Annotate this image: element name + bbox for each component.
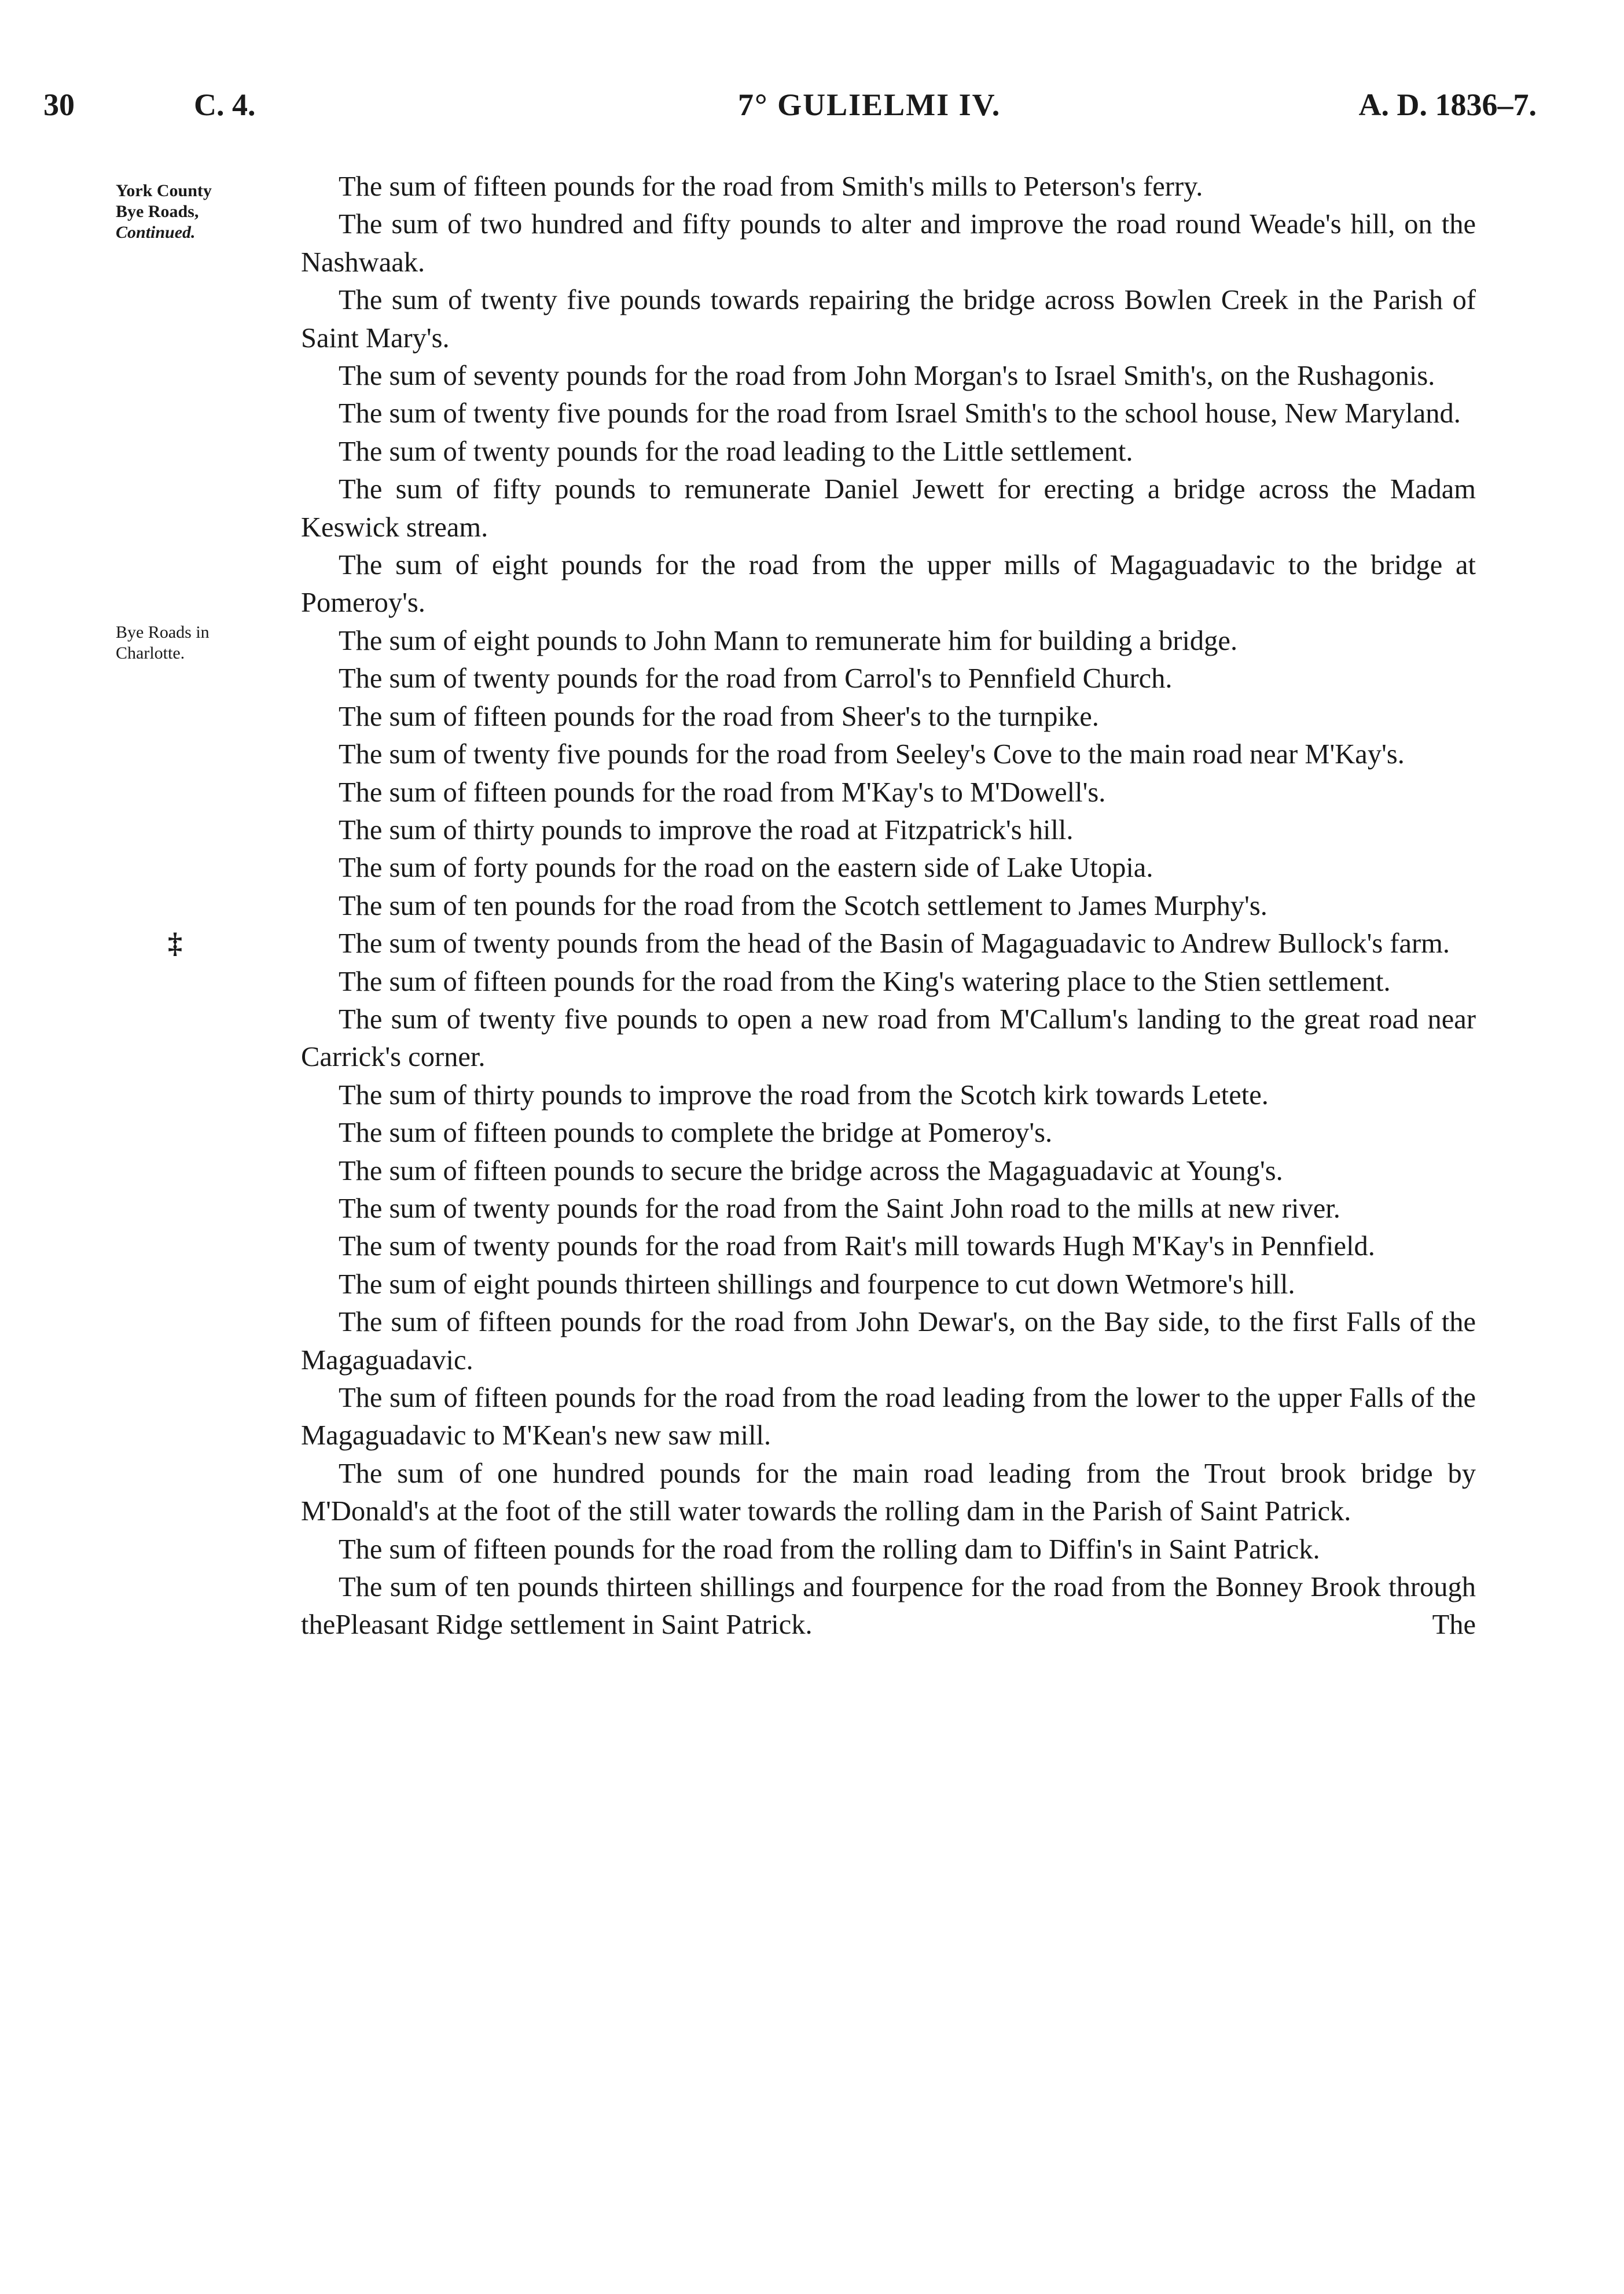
margin-note-line: Charlotte. (116, 644, 185, 663)
paragraph: The sum of fifteen pounds for the road from the King's watering place to the Stien settlement. (339, 966, 1391, 997)
paragraph: The sum of thirty pounds to improve the road from the Scotch kirk towards Letete. (339, 1079, 1269, 1111)
paragraph: The sum of twenty pounds for the road leading to the Little settlement. (339, 436, 1133, 467)
paragraph: The sum of fifteen pounds to secure the bridge across the Magaguadavic at Young's. (339, 1155, 1283, 1186)
paragraph: The sum of twenty pounds for the road from Rait's mill towards Hugh M'Kay's in Pennfield. (339, 1231, 1375, 1262)
paragraph: The sum of one hundred pounds for the main road leading from the Trout brook bridge by M'Donald's at the foot of the still water towards the rolling dam in the Parish of Saint Patrick. (301, 1458, 1476, 1527)
paragraph: The sum of seventy pounds for the road from John Morgan's to Israel Smith's, on the Rushagonis. (339, 361, 1435, 392)
paragraph: The sum of twenty five pounds to open a new road from M'Callum's landing to the great road near Carrick's corner. (301, 1003, 1476, 1073)
margin-note-line: Continued. (116, 223, 196, 242)
paragraph: The sum of ten pounds for the road from the Scotch settlement to James Murphy's. (339, 890, 1267, 921)
margin-note-line: York County (116, 181, 212, 200)
page-number: 30 (43, 87, 75, 122)
margin-note-york (116, 181, 295, 243)
body-text (301, 168, 1476, 1644)
paragraph-text: The sum of ten pounds thirteen shillings and fourpence for the road from the Bonney Brook through thePleasant Ridge settlement in Saint Patrick. (301, 1572, 1476, 1641)
paragraph: The sum of twenty five pounds for the road from Seeley's Cove to the main road near M'Kay's. (339, 739, 1405, 770)
header-title: 7° GULIELMI IV. (738, 87, 1001, 122)
paragraph: The sum of eight pounds for the road from the upper mills of Magaguadavic to the bridge at Pomeroy's. (301, 550, 1476, 619)
paragraph: The sum of fifteen pounds for the road from Sheer's to the turnpike. (339, 701, 1099, 732)
catchword: The (1432, 1609, 1476, 1641)
paragraph: The sum of twenty five pounds for the road from Israel Smith's to the school house, New Maryland. (339, 398, 1461, 429)
margin-note-line: Bye Roads in (116, 623, 210, 642)
paragraph: The sum of forty pounds for the road on the eastern side of Lake Utopia. (339, 852, 1153, 884)
page-header (43, 87, 1537, 139)
paragraph: The sum of twenty pounds for the road from Carrol's to Pennfield Church. (339, 663, 1173, 694)
paragraph: The sum of twenty pounds from the head of the Basin of Magaguadavic to Andrew Bullock's farm. (339, 928, 1450, 959)
paragraph: The sum of twenty five pounds towards repairing the bridge across Bowlen Creek in the Parish of Saint Mary's. (301, 285, 1476, 354)
chapter-label: C. 4. (194, 87, 256, 122)
paragraph: The sum of eight pounds to John Mann to remunerate him for building a bridge. (339, 625, 1238, 656)
paragraph: The sum of fifteen pounds for the road from the rolling dam to Diffin's in Saint Patrick. (339, 1534, 1320, 1565)
header-year: A. D. 1836–7. (1358, 87, 1537, 122)
paragraph: The sum of fifteen pounds to complete the bridge at Pomeroy's. (339, 1117, 1053, 1149)
paragraph: The sum of twenty pounds for the road from the Saint John road to the mills at new river. (339, 1193, 1340, 1224)
margin-note-charlotte (116, 622, 295, 664)
paragraph: The sum of fifty pounds to remunerate Daniel Jewett for erecting a bridge across the Madam Keswick stream. (301, 474, 1476, 543)
paragraph: The sum of fifteen pounds for the road from John Dewar's, on the Bay side, to the first Falls of the Magaguadavic. (301, 1307, 1476, 1376)
margin-note-line: Bye Roads, (116, 202, 199, 221)
paragraph: The sum of two hundred and fifty pounds to alter and improve the road round Weade's hill, on the Nashwaak. (301, 209, 1476, 278)
paragraph: The sum of fifteen pounds for the road from M'Kay's to M'Dowell's. (339, 777, 1106, 808)
paragraph: The sum of eight pounds thirteen shillings and fourpence to cut down Wetmore's hill. (339, 1269, 1295, 1300)
margin-mark: ‡ (168, 927, 182, 959)
paragraph (301, 1568, 1476, 1644)
paragraph: The sum of thirty pounds to improve the road at Fitzpatrick's hill. (339, 814, 1074, 845)
paragraph: The sum of fifteen pounds for the road from the road leading from the lower to the upper Falls of the Magaguadavic to M'Kean's new saw mill. (301, 1383, 1476, 1451)
paragraph: The sum of fifteen pounds for the road from Smith's mills to Peterson's ferry. (339, 171, 1203, 202)
